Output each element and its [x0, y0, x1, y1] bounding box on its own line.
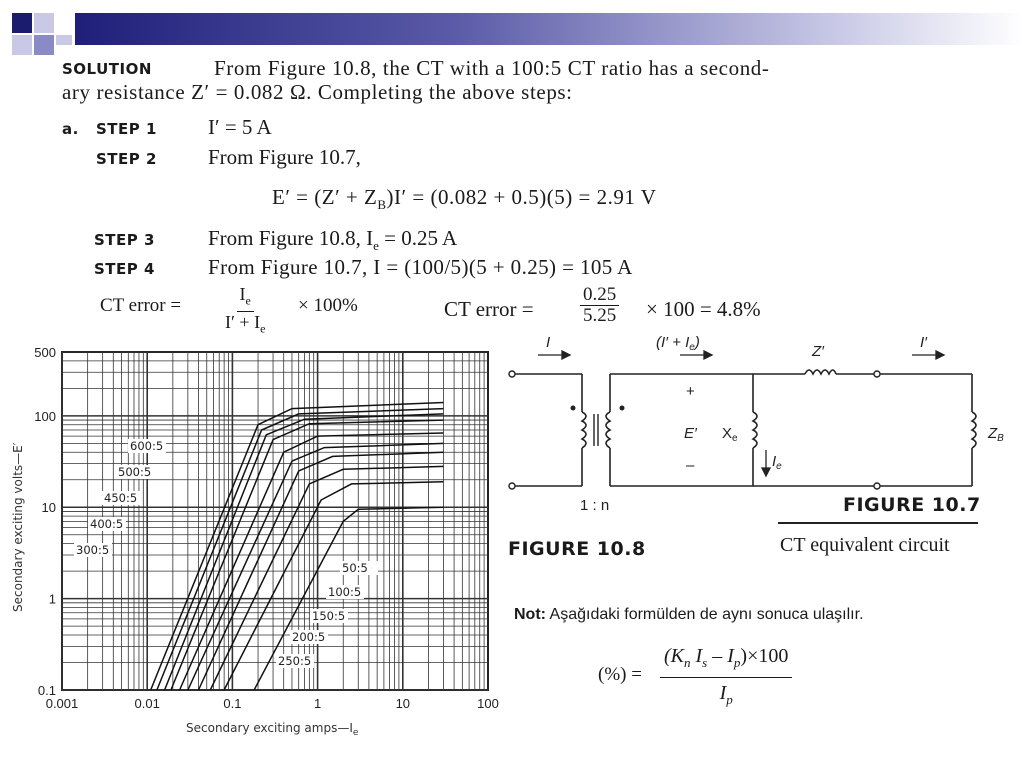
step3-text-a: From Figure 10.8, I — [208, 226, 374, 250]
label-secondary-total-close: ) — [694, 334, 700, 351]
step1-label: STEP 1 — [96, 120, 157, 138]
x-tick-label: 10 — [395, 696, 411, 711]
step3-text-b: = 0.25 A — [378, 226, 458, 250]
terminal-secondary-top — [874, 371, 880, 377]
header-square-mid — [34, 35, 54, 55]
ct-error-right-fraction — [580, 285, 619, 326]
label-zb-main: Z — [988, 425, 998, 442]
x-tick-label: 1 — [313, 696, 322, 711]
step2-equation — [272, 185, 656, 213]
chart-x-axis-label — [186, 721, 359, 738]
curve-label-100-5: 100:5 — [328, 585, 362, 599]
step1-text: I′ = 5 A — [208, 115, 272, 139]
figure-10-8-title: FIGURE 10.8 — [508, 538, 646, 560]
x-tick-label: 0.1 — [223, 696, 242, 711]
label-secondary-total-sub: e — [689, 342, 695, 353]
secondary-winding — [606, 412, 610, 448]
curve-label-450-5: 450:5 — [104, 491, 138, 505]
primary-winding — [582, 412, 586, 448]
ct-error-right-prefix: CT error = — [444, 297, 534, 321]
solution-label: SOLUTION — [62, 60, 152, 78]
x-tick-label: 0.01 — [134, 696, 160, 711]
formula-lhs: (%) = — [598, 664, 642, 685]
label-burden — [987, 425, 1004, 444]
label-load-current: I′ — [920, 334, 927, 351]
note-text — [514, 606, 864, 624]
curve-label-150-5: 150:5 — [312, 609, 346, 623]
terminal-secondary-bottom — [874, 483, 880, 489]
label-xe-main: X — [722, 425, 733, 442]
step2-eq-sub: B — [377, 197, 387, 213]
ct-left-num-sub: e — [245, 293, 251, 308]
formula-den-i: I — [719, 682, 727, 704]
ct-left-den-sub: e — [260, 321, 266, 336]
step2-text: From Figure 10.7, — [208, 145, 361, 169]
polarity-dot-secondary — [620, 406, 625, 411]
y-tick-label: 1 — [48, 591, 56, 607]
formula-num-s: s — [702, 655, 708, 670]
header-square-light-2 — [12, 35, 32, 55]
step4-text: From Figure 10.7, I = (100/5)(5 + 0.25) = 105 A — [208, 255, 633, 279]
step2-eq-b: )I′ = (0.082 + 0.5)(5) = 2.91 V — [386, 185, 657, 209]
label-secondary-impedance: Z′ — [812, 343, 824, 360]
label-xe-sub: e — [732, 433, 738, 444]
curve-label-500-5: 500:5 — [118, 465, 152, 479]
formula-num-tail: )×100 — [740, 645, 789, 667]
formula-numerator — [660, 642, 792, 678]
step2-label: STEP 2 — [96, 150, 157, 168]
label-zb-sub: B — [997, 433, 1004, 444]
formula-fraction — [660, 642, 792, 715]
label-plus: + — [686, 383, 695, 400]
step3-sub: e — [373, 238, 379, 254]
label-secondary-total-a: (I′ + I — [656, 334, 690, 351]
step3-label: STEP 3 — [94, 231, 155, 249]
formula-num-minus: – I — [707, 645, 734, 667]
solution-line-1: From Figure 10.8, the CT with a 100:5 CT ratio has a second- — [214, 56, 770, 80]
curve-label-400-5: 400:5 — [90, 517, 124, 531]
formula-num-n: n — [684, 655, 691, 670]
excitation-chart — [0, 330, 500, 740]
ct-error-right-suffix: × 100 = 4.8% — [646, 297, 761, 321]
formula-num-p: p — [733, 655, 741, 670]
y-tick-label: 0.1 — [37, 683, 56, 698]
note-body: Aşağıdaki formülden de aynı sonuca ulaşılır. — [545, 606, 864, 623]
label-ie-main: I — [772, 453, 777, 470]
ct-error-left-prefix: CT error = — [100, 295, 182, 316]
curve-label-200-5: 200:5 — [292, 630, 326, 644]
ct-equivalent-circuit — [500, 330, 1024, 520]
label-secondary-total-current — [656, 334, 700, 353]
y-tick-label: 100 — [34, 408, 56, 424]
step2-eq-a: E′ = (Z′ + Z — [272, 185, 378, 209]
label-ie-sub: e — [776, 461, 782, 472]
header-square-dark — [12, 13, 32, 33]
terminal-primary-top — [509, 371, 515, 377]
burden-inductor — [972, 412, 976, 448]
step3-text — [208, 226, 457, 254]
note-bold: Not: — [514, 606, 546, 623]
y-tick-label: 10 — [41, 500, 56, 516]
figure-10-7-caption: CT equivalent circuit — [780, 534, 950, 556]
current-arrows — [538, 351, 944, 476]
ct-error-right-den: 5.25 — [583, 305, 617, 326]
step4-label: STEP 4 — [94, 260, 155, 278]
ct-error-right-num: 0.25 — [580, 285, 619, 306]
curve-label-600-5: 600:5 — [130, 439, 164, 453]
label-turns-ratio: 1 : n — [580, 497, 610, 514]
curve-label-250-5: 250:5 — [278, 654, 312, 668]
label-primary-current: I — [546, 334, 551, 351]
ct-error-left-num — [237, 284, 254, 312]
part-label: a. — [62, 120, 79, 138]
ct-left-num-text: I — [239, 284, 246, 304]
figure-10-7-title: FIGURE 10.7 — [843, 494, 981, 516]
x-tick-label: 100 — [477, 696, 499, 711]
x-tick-label: 0.001 — [45, 696, 79, 711]
curve-label-50-5: 50:5 — [342, 561, 368, 575]
y-tick-label: 500 — [34, 345, 56, 360]
ct-left-den-text: I′ + I — [225, 311, 261, 332]
secondary-impedance-coil — [805, 370, 836, 374]
header-square-light-1 — [34, 13, 54, 33]
curve-label-300-5: 300:5 — [76, 543, 110, 557]
solution-line-2: ary resistance Z′ = 0.082 Ω. Completing the above steps: — [62, 80, 573, 104]
ct-error-left-suffix: × 100% — [298, 295, 358, 316]
header-bar — [75, 13, 1024, 45]
label-exciting-current — [772, 453, 782, 472]
formula-den-p: p — [726, 692, 733, 707]
label-minus: – — [686, 457, 695, 474]
magnetizing-inductor — [753, 412, 757, 448]
chart-x-axis-label-main: Secondary exciting amps—I — [186, 721, 353, 735]
polarity-dot-primary — [571, 406, 576, 411]
chart-y-axis-label: Secondary exciting volts—E′ — [11, 442, 25, 612]
terminal-primary-bottom — [509, 483, 515, 489]
label-magnetizing-reactance — [722, 425, 738, 444]
formula-num-a: (K — [664, 645, 684, 667]
chart-x-axis-label-sub: e — [352, 728, 359, 738]
formula-num-is: I — [690, 645, 703, 667]
header-square-light-3 — [56, 35, 72, 45]
formula-denominator — [717, 678, 736, 715]
label-voltage: E′ — [684, 425, 697, 442]
figure-10-7-rule — [778, 522, 978, 524]
